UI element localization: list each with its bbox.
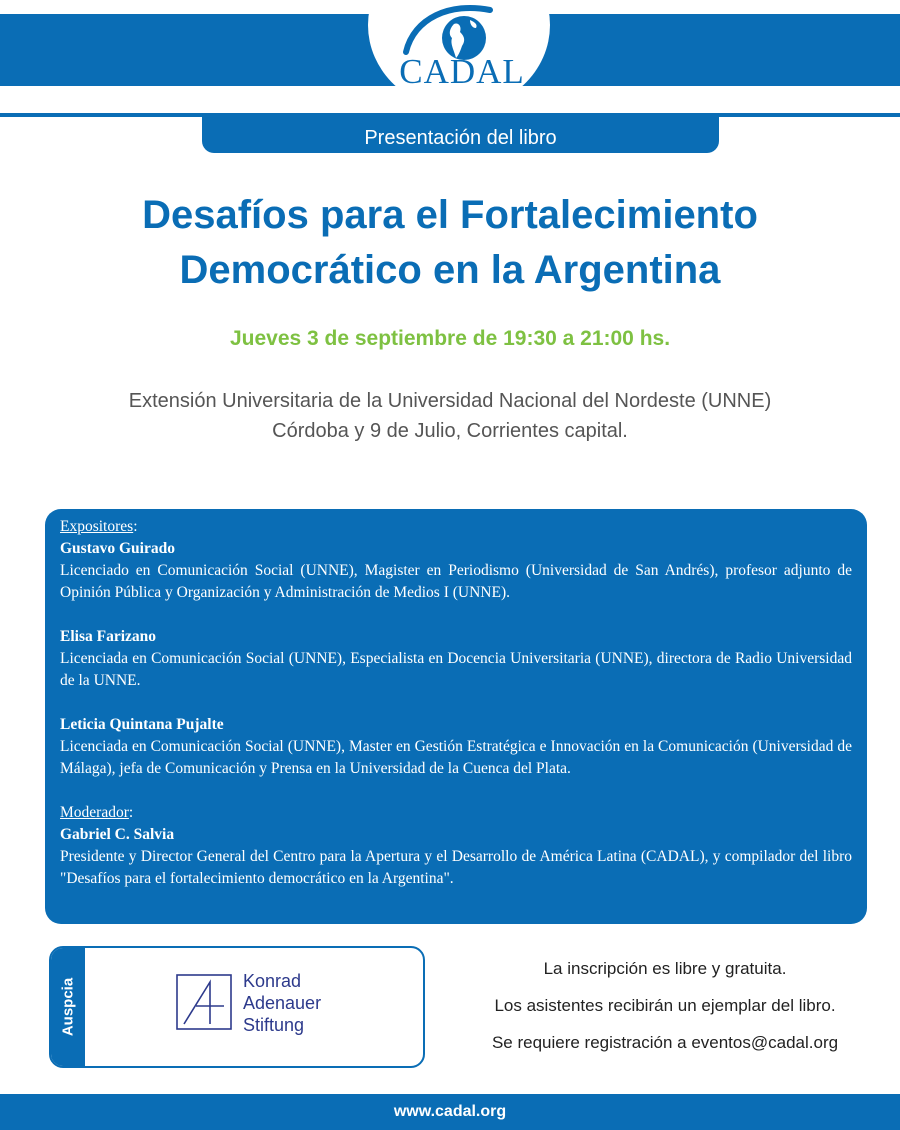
sponsor-box [49,946,425,1068]
kas-name [243,970,321,1036]
section-tab: Presentación del libro [202,117,719,153]
info-line: Se requiere registración a eventos@cadal.org [491,1033,839,1052]
speaker-name: Gustavo Guirado [60,540,175,557]
speaker-name: Leticia Quintana Pujalte [60,716,224,733]
speakers-panel [45,509,867,924]
event-venue [0,386,900,446]
speaker-bio: Licenciado en Comunicación Social (UNNE), Magister en Periodismo (Universidad de San Andrés), profesor adjunto de Opinión Pública y Organización y Administración de Medios I (UNNE). [60,562,852,601]
moderator-heading [60,802,852,824]
sponsor-label: Auspcia [59,977,77,1037]
moderator-name: Gabriel C. Salvia [60,826,175,843]
sponsor-tab [51,948,85,1066]
moderator-bio: Presidente y Director General del Centro para la Apertura y el Desarrollo de América Latina (CADAL), y compilador del libro "Desafíos para el fortalecimiento democrático en la Argentina". [60,848,852,887]
kas-logo-icon [176,974,232,1030]
kas-name-line: Stiftung [243,1015,305,1035]
speakers-label: Expositores [60,518,134,535]
info-line: La inscripción es libre y gratuita. [543,959,787,978]
kas-name-line: Konrad [243,971,302,991]
event-title-line: Desafíos para el Fortalecimiento [142,193,758,237]
moderator-colon: : [128,804,134,821]
event-title [0,188,900,298]
event-title-line: Democrático en la Argentina [179,248,721,292]
logo-wordmark: CADAL [399,52,525,91]
venue-line: Córdoba y 9 de Julio, Corrientes capital. [272,420,628,442]
speaker-name: Elisa Farizano [60,628,157,645]
venue-line: Extensión Universitaria de la Universidad Nacional del Nordeste (UNNE) [128,390,772,412]
speaker-bio: Licenciada en Comunicación Social (UNNE), Master en Gestión Estratégica e Innovación en la Comunicación (Universidad de Málaga), jefa de Comunicación y Prensa en la Universidad de la Cuenca del Plata. [60,738,852,777]
speaker-bio: Licenciada en Comunicación Social (UNNE), Especialista en Docencia Universitaria (UNNE), directora de Radio Universidad de la UNNE. [60,650,852,689]
speakers-heading [60,516,852,538]
moderator-label: Moderador [60,804,129,821]
footer-band [0,1094,900,1130]
speakers-colon: : [133,518,138,535]
info-line: Los asistentes recibirán un ejemplar del libro. [494,996,836,1015]
kas-name-line: Adenauer [243,993,322,1013]
cadal-logo[interactable] [392,0,532,95]
registration-info [450,950,880,1061]
footer-url-link[interactable]: www.cadal.org [393,1103,507,1120]
event-date: Jueves 3 de septiembre de 19:30 a 21:00 hs. [229,327,671,350]
